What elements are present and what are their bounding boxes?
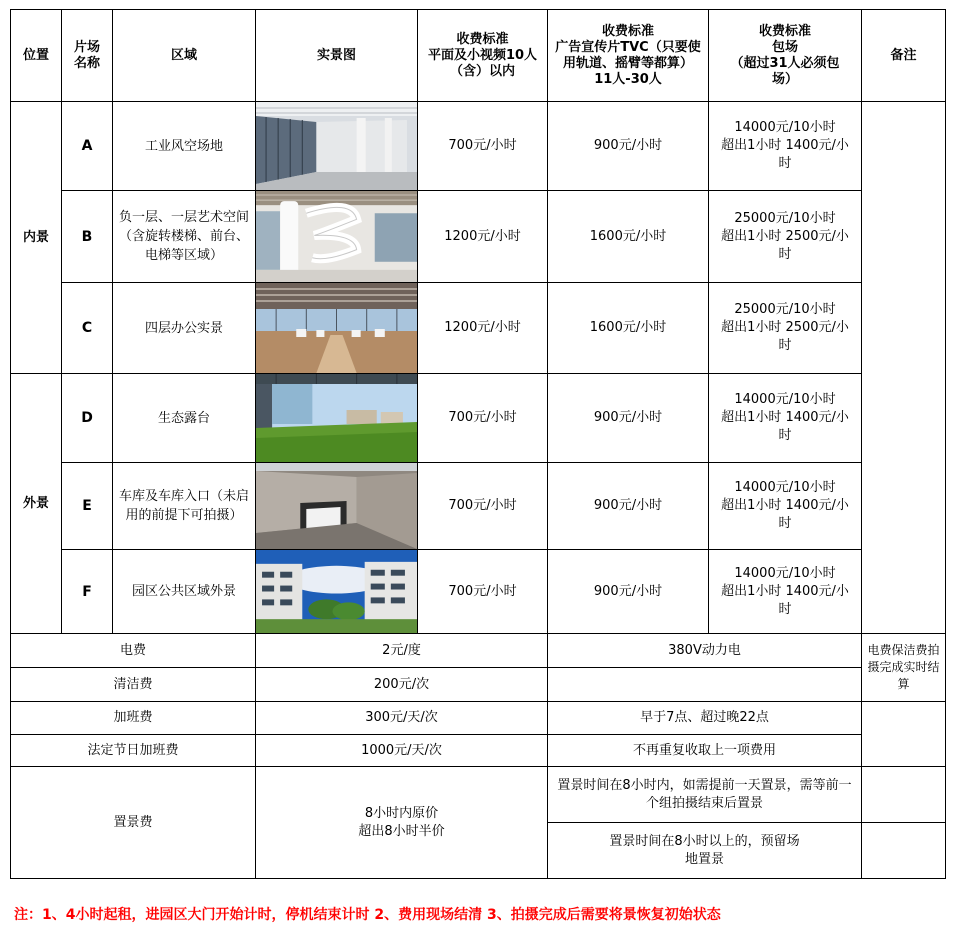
table-row xyxy=(11,463,946,550)
header-area: 区域 xyxy=(113,10,256,102)
price-ad: 900元/小时 xyxy=(548,463,709,550)
header-position: 位置 xyxy=(11,10,62,102)
price-full: 25000元/10小时 超出1小时 2500元/小时 xyxy=(709,283,862,374)
table-row xyxy=(11,550,946,634)
fee-value: 2元/度 xyxy=(256,634,548,668)
footer-note: 注：1、4小时起租，进园区大门开始计时，停机结束计时 2、费用现场结清 3、拍摄完成后需要将景恢复初始状态 xyxy=(14,907,721,923)
fee-label: 法定节日加班费 xyxy=(11,735,256,767)
fee-label: 加班费 xyxy=(11,702,256,735)
industrial-hall-photo xyxy=(256,102,418,191)
price-full: 25000元/10小时 超出1小时 2500元/小时 xyxy=(709,191,862,283)
price-ad: 900元/小时 xyxy=(548,550,709,634)
venue-area: 园区公共区域外景 xyxy=(113,550,256,634)
price-small: 700元/小时 xyxy=(418,374,548,463)
office-floor-photo xyxy=(256,283,418,374)
venue-area: 工业风空场地 xyxy=(113,102,256,191)
fee-note: 不再重复收取上一项费用 xyxy=(548,735,862,767)
price-small: 700元/小时 xyxy=(418,463,548,550)
pricing-table xyxy=(10,9,946,879)
header-photo: 实景图 xyxy=(256,10,418,102)
fee-row-overtime xyxy=(11,702,946,735)
fee-remark-empty xyxy=(862,767,946,823)
fee-value: 200元/次 xyxy=(256,668,548,702)
fee-row-setup xyxy=(11,767,946,823)
fee-row-holiday xyxy=(11,735,946,767)
fee-note: 早于7点、超过晚22点 xyxy=(548,702,862,735)
fee-label: 置景费 xyxy=(11,767,256,879)
zone-outdoor: 外景 xyxy=(11,374,62,634)
zone-indoor: 内景 xyxy=(11,102,62,374)
price-ad: 1600元/小时 xyxy=(548,283,709,374)
fee-row-cleaning xyxy=(11,668,946,702)
table-row xyxy=(11,283,946,374)
venue-area: 负一层、一层艺术空间（含旋转楼梯、前台、电梯等区域） xyxy=(113,191,256,283)
price-full: 14000元/10小时 超出1小时 1400元/小时 xyxy=(709,374,862,463)
venue-code: E xyxy=(62,463,113,550)
remarks-cell xyxy=(862,102,946,634)
fee-note: 380V动力电 xyxy=(548,634,862,668)
price-small: 1200元/小时 xyxy=(418,283,548,374)
spiral-stair-photo xyxy=(256,191,418,283)
fee-value: 1000元/天/次 xyxy=(256,735,548,767)
header-price-full: 收费标准 包场 （超过31人必须包场） xyxy=(709,10,862,102)
fee-label: 清洁费 xyxy=(11,668,256,702)
price-small: 700元/小时 xyxy=(418,550,548,634)
fee-label: 电费 xyxy=(11,634,256,668)
header-price-small: 收费标准 平面及小视频10人（含）以内 xyxy=(418,10,548,102)
table-row xyxy=(11,374,946,463)
fee-remark-empty xyxy=(862,702,946,767)
header-row xyxy=(11,10,946,102)
fee-note xyxy=(548,668,862,702)
fee-value: 300元/天/次 xyxy=(256,702,548,735)
price-ad: 1600元/小时 xyxy=(548,191,709,283)
venue-code: A xyxy=(62,102,113,191)
header-venue-name: 片场名称 xyxy=(62,10,113,102)
price-full: 14000元/10小时 超出1小时 1400元/小时 xyxy=(709,463,862,550)
fee-value: 8小时内原价 超出8小时半价 xyxy=(256,767,548,879)
header-remarks: 备注 xyxy=(862,10,946,102)
fee-note: 置景时间在8小时以上的，预留场地置景 xyxy=(548,823,862,879)
green-terrace-photo xyxy=(256,374,418,463)
fee-remark: 电费保洁费拍摄完成实时结算 xyxy=(862,634,946,702)
price-small: 700元/小时 xyxy=(418,102,548,191)
venue-area: 车库及车库入口（未启用的前提下可拍摄） xyxy=(113,463,256,550)
header-price-ad: 收费标准 广告宣传片TVC（只要使用轨道、摇臂等都算） 11人-30人 xyxy=(548,10,709,102)
table-row xyxy=(11,191,946,283)
fee-note: 置景时间在8小时内，如需提前一天置景，需等前一个组拍摄结束后置景 xyxy=(548,767,862,823)
fee-remark-empty xyxy=(862,823,946,879)
venue-area: 四层办公实景 xyxy=(113,283,256,374)
price-full: 14000元/10小时 超出1小时 1400元/小时 xyxy=(709,550,862,634)
venue-area: 生态露台 xyxy=(113,374,256,463)
venue-code: D xyxy=(62,374,113,463)
venue-code: C xyxy=(62,283,113,374)
price-ad: 900元/小时 xyxy=(548,102,709,191)
table-row xyxy=(11,102,946,191)
price-small: 1200元/小时 xyxy=(418,191,548,283)
price-ad: 900元/小时 xyxy=(548,374,709,463)
price-full: 14000元/10小时 超出1小时 1400元/小时 xyxy=(709,102,862,191)
campus-exterior-photo xyxy=(256,550,418,634)
garage-entrance-photo xyxy=(256,463,418,550)
fee-row-electricity xyxy=(11,634,946,668)
venue-code: B xyxy=(62,191,113,283)
venue-code: F xyxy=(62,550,113,634)
